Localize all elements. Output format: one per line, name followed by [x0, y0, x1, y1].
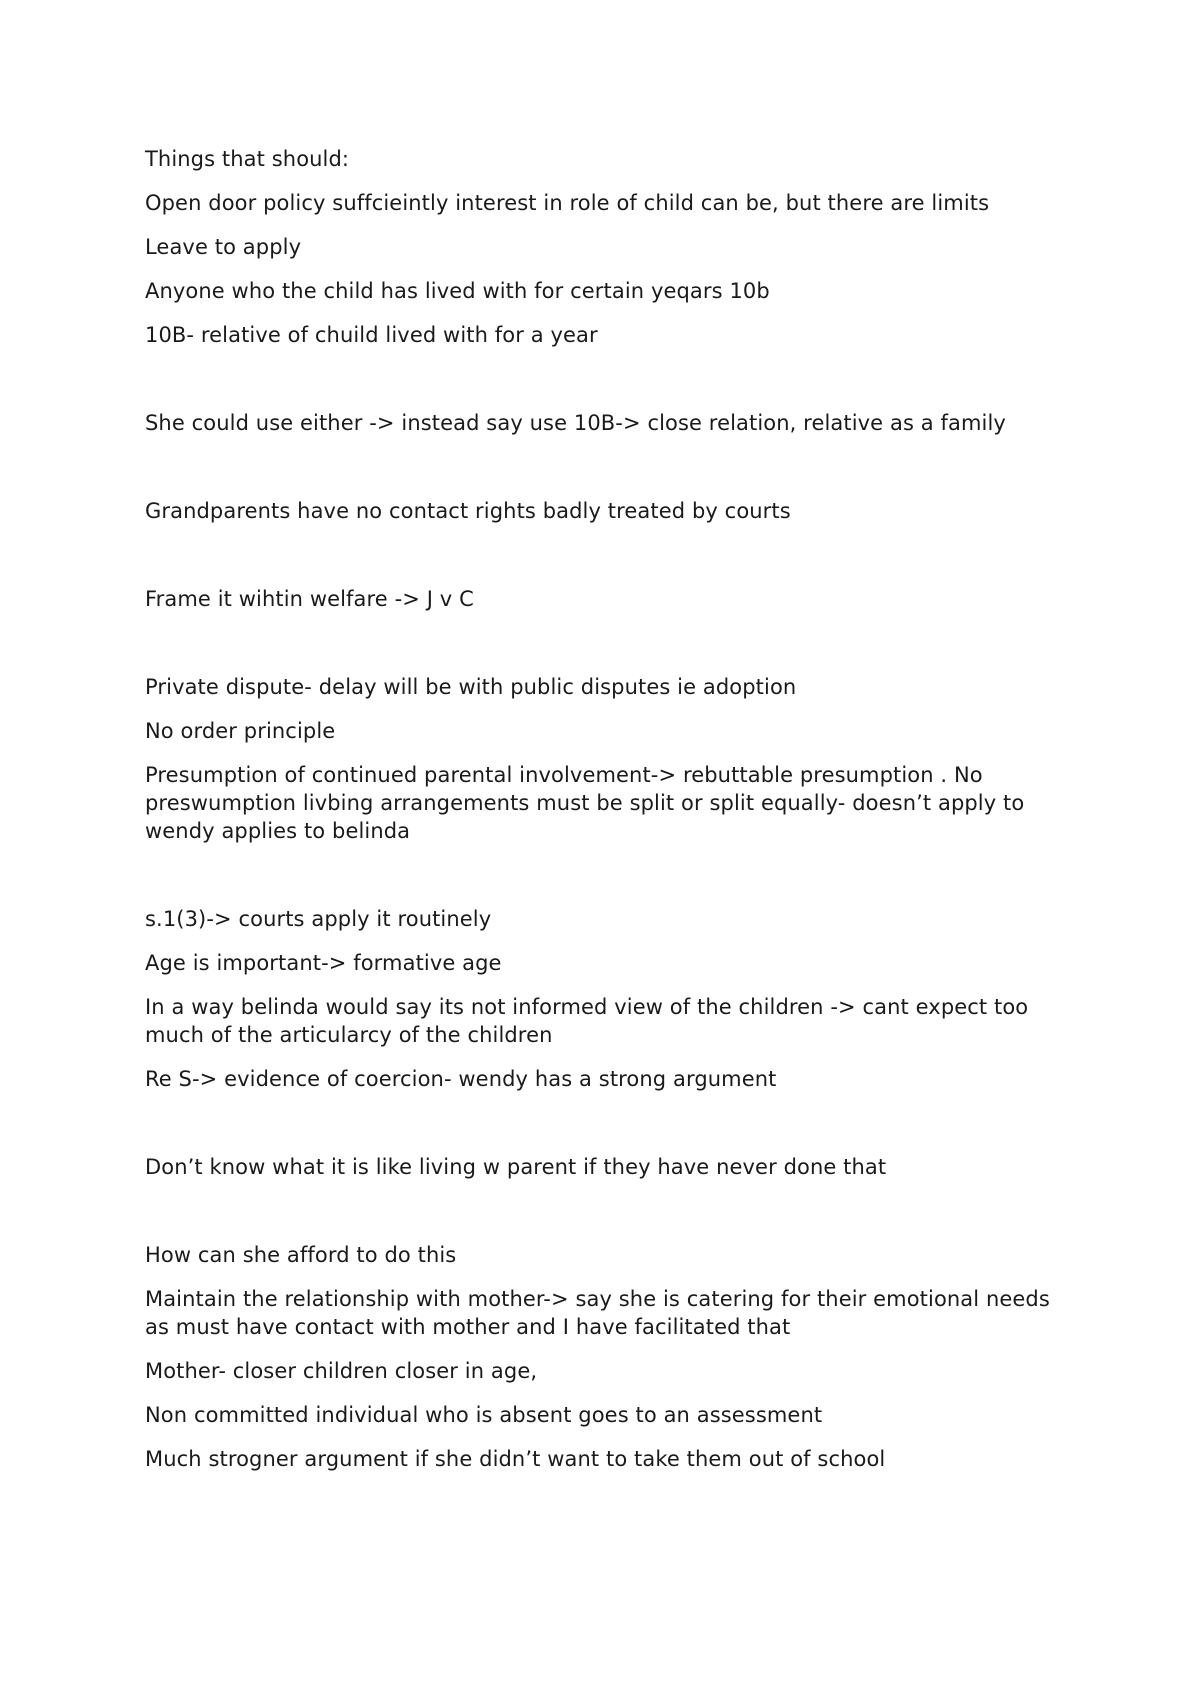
paragraph: She could use either -> instead say use 10B-> close relation, relative as a family	[145, 411, 1006, 435]
paragraph: s.1(3)-> courts apply it routinely	[145, 907, 492, 931]
paragraph: Things that should:	[145, 147, 350, 171]
paragraph: In a way belinda would say its not informed view of the children -> cant expect too much of the articularcy of the children	[145, 995, 1036, 1047]
paragraph: Re S-> evidence of coercion- wendy has a strong argument	[145, 1067, 777, 1091]
paragraph: Open door policy suffcieintly interest in role of child can be, but there are limits	[145, 191, 990, 215]
paragraph: Maintain the relationship with mother-> say she is catering for their emotional needs as must have contact with mother and I have facilitated that	[145, 1287, 1057, 1339]
empty-paragraph	[145, 541, 1075, 585]
paragraph: Grandparents have no contact rights badly treated by courts	[145, 499, 791, 523]
paragraph: Anyone who the child has lived with for certain yeqars 10b	[145, 279, 770, 303]
paragraph: No order principle	[145, 719, 336, 743]
paragraph: Don’t know what it is like living w parent if they have never done that	[145, 1155, 887, 1179]
paragraph: Non committed individual who is absent goes to an assessment	[145, 1403, 823, 1427]
paragraph: Leave to apply	[145, 235, 302, 259]
paragraph: Frame it wihtin welfare -> J v C	[145, 587, 474, 611]
document-body	[145, 145, 1075, 1489]
paragraph: Much strogner argument if she didn’t want to take them out of school	[145, 1447, 886, 1471]
empty-paragraph	[145, 629, 1075, 673]
paragraph: Age is important-> formative age	[145, 951, 502, 975]
paragraph: 10B- relative of chuild lived with for a year	[145, 323, 598, 347]
paragraph: Mother- closer children closer in age,	[145, 1359, 538, 1383]
empty-paragraph	[145, 1197, 1075, 1241]
empty-paragraph	[145, 861, 1075, 905]
paragraph: Private dispute- delay will be with public disputes ie adoption	[145, 675, 797, 699]
paragraph: How can she afford to do this	[145, 1243, 457, 1267]
empty-paragraph	[145, 1109, 1075, 1153]
paragraph: Presumption of continued parental involvement-> rebuttable presumption . No preswumption livbing arrangements must be split or split equally- doesn’t apply to wendy applies to belinda	[145, 763, 1032, 843]
empty-paragraph	[145, 365, 1075, 409]
empty-paragraph	[145, 453, 1075, 497]
